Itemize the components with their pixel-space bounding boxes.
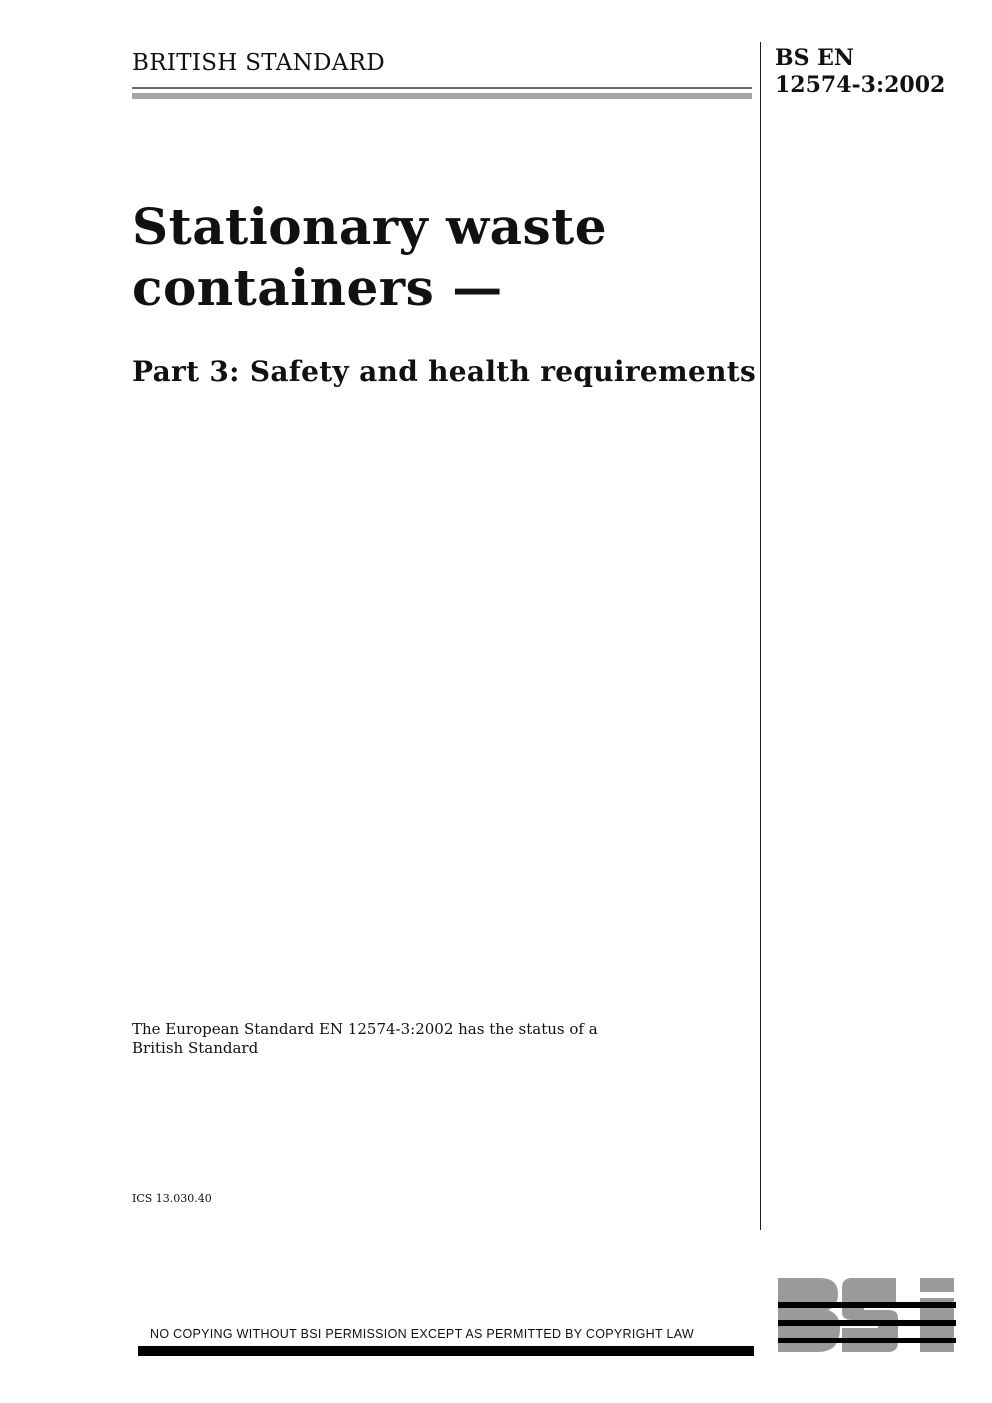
bsi-logo-graphic bbox=[778, 1276, 956, 1356]
document-type-label: BRITISH STANDARD bbox=[132, 50, 386, 76]
ics-code: ICS 13.030.40 bbox=[132, 1192, 212, 1205]
title-line2: containers — bbox=[132, 258, 503, 317]
document-subtitle: Part 3: Safety and health requirements bbox=[132, 355, 757, 388]
standard-number bbox=[775, 45, 945, 99]
bsi-logo bbox=[778, 1276, 956, 1356]
standard-number-line1: BS EN bbox=[775, 45, 855, 71]
title-line1: Stationary waste bbox=[132, 197, 608, 256]
status-line1: The European Standard EN 12574-3:2002 has the status of a bbox=[132, 1020, 598, 1038]
standard-number-line2: 12574-3:2002 bbox=[775, 72, 946, 98]
status-line2: British Standard bbox=[132, 1039, 259, 1057]
document-title bbox=[132, 196, 742, 318]
vertical-divider bbox=[760, 42, 761, 1230]
header-rule-thick bbox=[132, 93, 752, 99]
header-rule-thin bbox=[132, 87, 752, 89]
copyright-notice: NO COPYING WITHOUT BSI PERMISSION EXCEPT AS PERMITTED BY COPYRIGHT LAW bbox=[150, 1327, 695, 1341]
status-statement bbox=[132, 1020, 652, 1058]
footer-bar bbox=[138, 1346, 754, 1356]
